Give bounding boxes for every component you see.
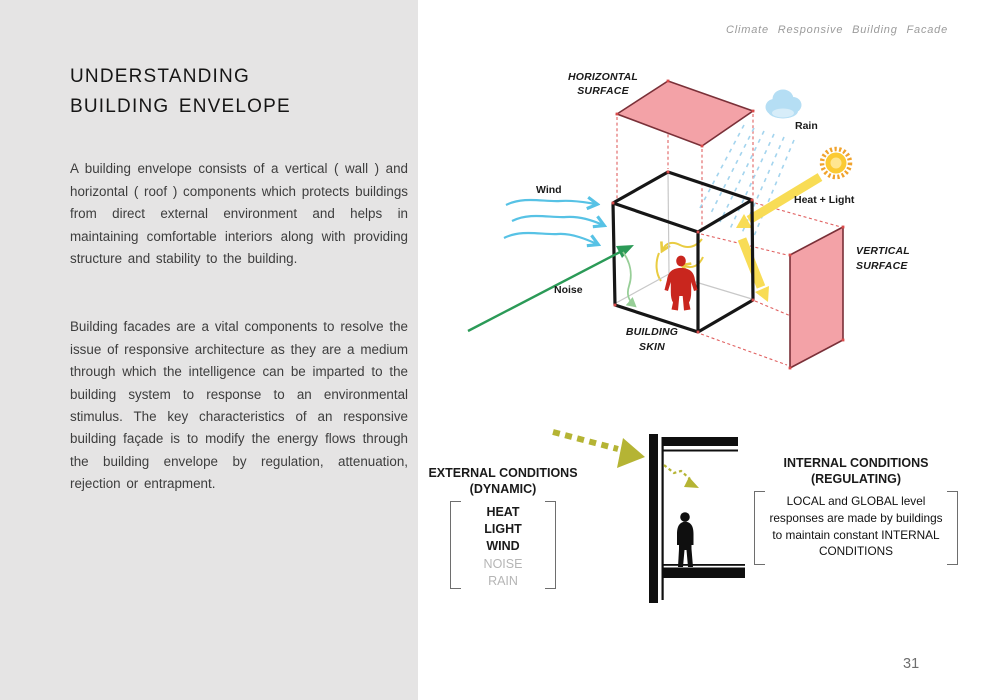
building-skin-label-line2: SKIN <box>639 341 665 353</box>
noise-label: Noise <box>554 284 583 296</box>
noise-arrow-icon <box>468 245 635 331</box>
external-conditions-title-line2: (DYNAMIC) <box>469 481 537 496</box>
text-line: responses are made by buildings <box>769 510 943 525</box>
external-energy-arrow-icon <box>553 432 645 468</box>
building-skin-label-line1: BUILDING <box>625 326 679 338</box>
list-item: HEAT <box>486 505 520 519</box>
list-item: NOISE <box>483 556 523 571</box>
external-conditions-block <box>425 466 581 589</box>
sun-icon <box>822 149 850 177</box>
internal-conditions-title-line1: INTERNAL CONDITIONS <box>783 456 929 470</box>
page-title <box>70 62 400 122</box>
rain-cloud-icon <box>766 90 802 119</box>
internal-conditions-title-line2: (REGULATING) <box>810 471 902 486</box>
page-title-line1: UNDERSTANDING <box>70 66 250 87</box>
list-item: LIGHT <box>484 522 522 537</box>
internal-conditions-text <box>765 491 947 565</box>
wind-arrows-icon <box>504 200 603 244</box>
vertical-surface-label-line1: VERTICAL <box>856 245 910 257</box>
intro-paragraph: A building envelope consists of a vertical ( wall ) and horizontal ( roof ) components which protects buildings from direct external environment and helps in maintaining comfortable interiors along with providing structure and stability to the building. <box>70 161 408 267</box>
page-number: 31 <box>903 656 920 672</box>
internal-conditions-block <box>752 456 960 565</box>
running-header: Climate Responsive Building Facade <box>726 24 948 36</box>
person-silhouette-icon <box>677 512 694 567</box>
rain-label: Rain <box>795 120 818 132</box>
horizontal-surface-plane <box>617 81 753 146</box>
deflected-energy-arrow-icon <box>664 465 699 488</box>
left-bracket <box>754 491 765 565</box>
horizontal-surface-label-line2: SURFACE <box>577 85 629 97</box>
text-line: CONDITIONS <box>818 544 894 559</box>
external-conditions-title-line1: EXTERNAL CONDITIONS <box>428 466 578 480</box>
vertical-surface-plane <box>790 227 843 368</box>
horizontal-surface-label-line1: HORIZONTAL <box>567 71 639 83</box>
facade-paragraph: Building facades are a vital components to resolve the issue of responsive architecture as they are a medium through which the intelligence can be imparted to the building system to response to an environmental stimulus. The key characteristics of an responsive building façade is to modify the energy flows through the building envelope by regulation, attenuation, rejection or entrapment. <box>70 319 408 492</box>
list-item: RAIN <box>488 573 518 588</box>
right-bracket <box>947 491 958 565</box>
text-line: LOCAL and GLOBAL level <box>786 494 926 508</box>
left-bracket <box>450 501 461 589</box>
wall-section <box>649 434 745 603</box>
right-bracket <box>545 501 556 589</box>
list-item: WIND <box>486 539 520 554</box>
vertical-surface-label-line2: SURFACE <box>856 260 908 272</box>
page-title-line2: BUILDING ENVELOPE <box>70 96 291 117</box>
text-panel <box>0 0 418 700</box>
text-line: to maintain constant INTERNAL <box>772 527 940 542</box>
wind-label: Wind <box>536 184 562 196</box>
heat-light-label: Heat + Light <box>794 194 855 206</box>
external-conditions-list <box>461 501 545 589</box>
